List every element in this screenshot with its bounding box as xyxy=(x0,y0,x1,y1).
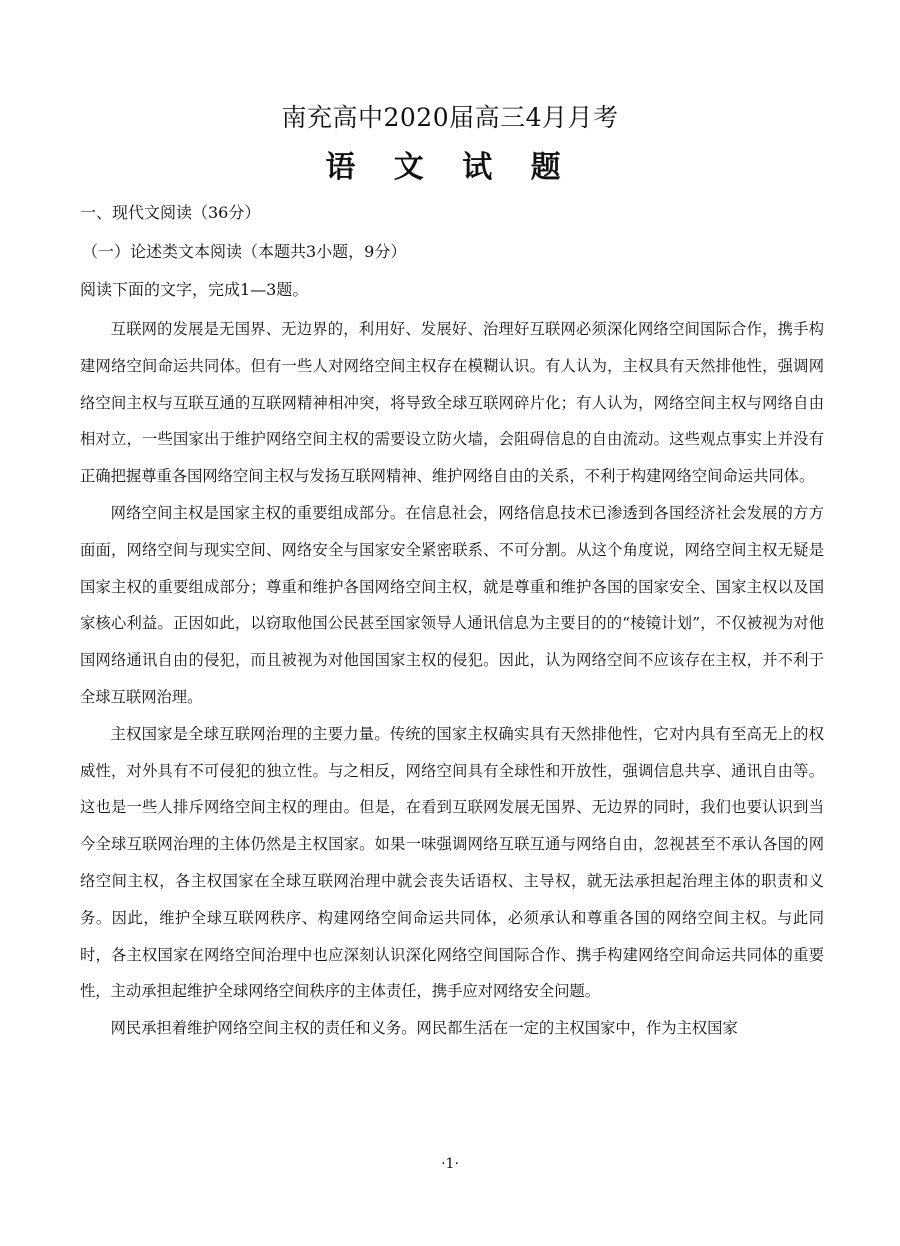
exam-title: 南充高中2020届高三4月月考 xyxy=(281,103,619,132)
subsection-heading: （一）论述类文本阅读（本题共3小题，9分） xyxy=(82,242,407,261)
subject-title: 语 文 试 题 xyxy=(325,150,575,185)
passage-body xyxy=(80,311,824,1047)
passage-paragraph: 主权国家是全球互联网治理的主要力量。传统的国家主权确实具有天然排他性，它对内具有至高无上的权威性，对外具有不可侵犯的独立性。与之相反，网络空间具有全球性和开放性，强调信息共享、通讯自由等。这也是一些人排斥网络空间主权的理由。但是，在看到互联网发展无国界、无边界的同时，我们也要认识到当今全球互联网治理的主体仍然是主权国家。如果一味强调网络互联互通与网络自由，忽视甚至不承认各国的网络空间主权，各主权国家在全球互联网治理中就会丧失话语权、主导权，就无法承担起治理主体的职责和义务。因此，维护全球互联网秩序、构建网络空间命运共同体，必须承认和尊重各国的网络空间主权。与此同时，各主权国家在网络空间治理中也应深刻认识深化网络空间国际合作、携手构建网络空间命运共同体的重要性，主动承担起维护全球网络空间秩序的主体责任，携手应对网络安全问题。 xyxy=(80,724,824,1001)
page-number: ·1· xyxy=(441,1156,459,1172)
section-heading-part1: 一、现代文阅读（36分） xyxy=(80,203,261,222)
reading-instruction: 阅读下面的文字，完成1—3题。 xyxy=(80,280,309,299)
passage-paragraph: 网络空间主权是国家主权的重要组成部分。在信息社会，网络信息技术已渗透到各国经济社会发展的方方面面，网络空间与现实空间、网络安全与国家安全紧密联系、不可分割。从这个角度说，网络空间主权无疑是国家主权的重要组成部分；尊重和维护各国网络空间主权，就是尊重和维护各国的国家安全、国家主权以及国家核心利益。正因如此，以窃取他国公民甚至国家领导人通讯信息为主要目的的“棱镜计划”，不仅被视为对他国网络通讯自由的侵犯，而且被视为对他国国家主权的侵犯。因此，认为网络空间不应该存在主权，并不利于全球互联网治理。 xyxy=(80,503,824,706)
passage-paragraph: 网民承担着维护网络空间主权的责任和义务。网民都生活在一定的主权国家中，作为主权国家 xyxy=(110,1019,738,1038)
passage-paragraph: 互联网的发展是无国界、无边界的，利用好、发展好、治理好互联网必须深化网络空间国际合作，携手构建网络空间命运共同体。但有一些人对网络空间主权存在模糊认识。有人认为，主权具有天然排他性，强调网络空间主权与互联互通的互联网精神相冲突，将导致全球互联网碎片化；有人认为，网络空间主权与网络自由相对立，一些国家出于维护网络空间主权的需要设立防火墙，会阻碍信息的自由流动。这些观点事实上并没有正确把握尊重各国网络空间主权与发扬互联网精神、维护网络自由的关系，不利于构建网络空间命运共同体。 xyxy=(80,320,824,486)
